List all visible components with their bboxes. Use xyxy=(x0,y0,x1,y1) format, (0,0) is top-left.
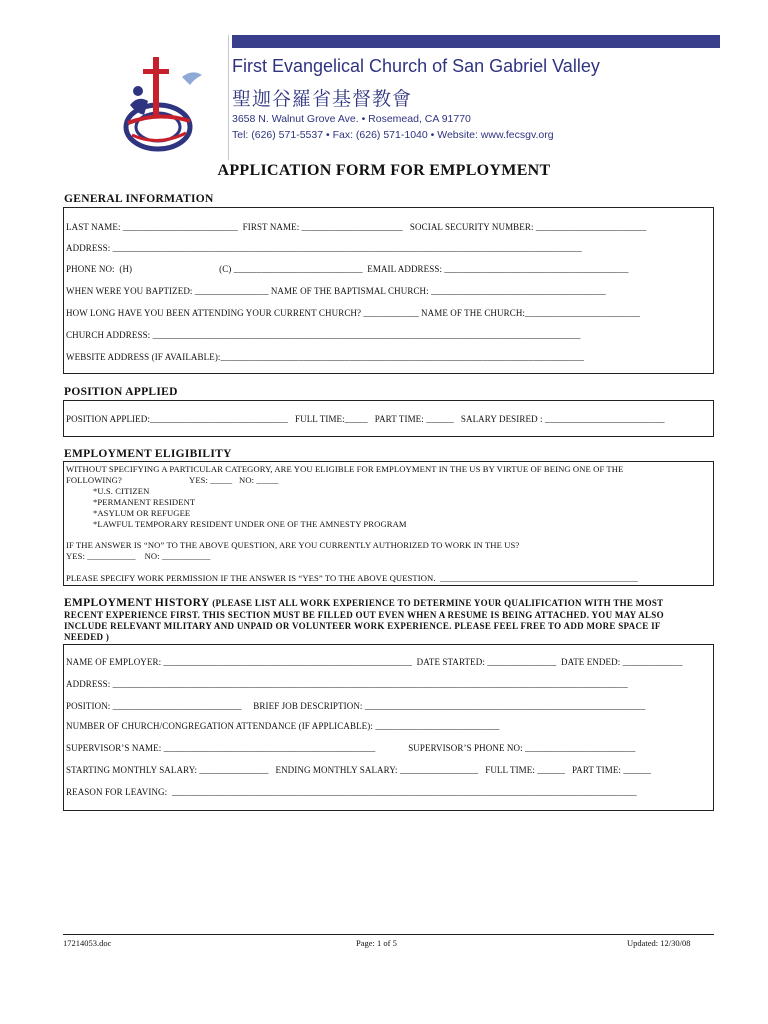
organization-chinese-name: 聖迦谷羅省基督教會 xyxy=(232,89,413,110)
current-church-fields[interactable]: HOW LONG HAVE YOU BEEN ATTENDING YOUR CURRENT CHURCH? ____________ NAME OF THE CHURCH:_________________________ xyxy=(66,308,641,318)
phone-email-fields[interactable]: PHONE NO: (H) (C) ____________________________ EMAIL ADDRESS: ________________________________________ xyxy=(66,264,629,274)
footer-updated-date: Updated: 12/30/08 xyxy=(627,938,691,948)
employment-history-heading-row xyxy=(64,597,664,609)
organization-contact: Tel: (626) 571-5537 • Fax: (626) 571-1040 • Website: www.fecsgv.org xyxy=(232,129,554,141)
organization-name: First Evangelical Church of San Gabriel Valley xyxy=(232,56,600,76)
position-applied-heading: POSITION APPLIED xyxy=(64,386,178,398)
option-permanent-resident: *PERMANENT RESIDENT xyxy=(66,497,196,507)
website-address-field[interactable]: WEBSITE ADDRESS (IF AVAILABLE):_______________________________________________________________________________ xyxy=(66,352,584,362)
header-divider xyxy=(228,35,229,160)
footer-page-number: Page: 1 of 5 xyxy=(356,938,397,948)
work-permission-field[interactable]: PLEASE SPECIFY WORK PERMISSION IF THE ANSWER IS “YES” TO THE ABOVE QUESTION. _____________________________________________ xyxy=(66,573,638,583)
baptism-fields[interactable]: WHEN WERE YOU BAPTIZED: ________________ NAME OF THE BAPTISMAL CHURCH: ______________________________________ xyxy=(66,286,606,296)
address-field[interactable]: ADDRESS: ______________________________________________________________________________________________________ xyxy=(66,243,582,253)
employment-history-note-2: RECENT EXPERIENCE FIRST. THIS SECTION MUST BE FILLED OUT EVEN WHEN A RESUME IS BEING ATTACHED. YOU MAY ALSO xyxy=(64,610,664,620)
authorization-yes-no[interactable]: YES: ___________ NO: ___________ xyxy=(66,551,211,561)
employer-address-field[interactable]: ADDRESS: ________________________________________________________________________________________________________________ xyxy=(66,679,628,689)
employment-eligibility-heading: EMPLOYMENT ELIGIBILITY xyxy=(64,448,232,460)
employment-history-section xyxy=(63,644,714,811)
footer-file-name: 17214053.doc xyxy=(63,938,112,948)
general-information-heading: GENERAL INFORMATION xyxy=(64,193,214,205)
organization-address: 3658 N. Walnut Grove Ave. • Rosemead, CA 91770 xyxy=(232,113,471,125)
position-applied-fields[interactable]: POSITION APPLIED:______________________________ FULL TIME:_____ PART TIME: ______ SALARY DESIRED : __________________________ xyxy=(66,414,665,424)
option-us-citizen: *U.S. CITIZEN xyxy=(66,486,150,496)
supervisor-fields[interactable]: SUPERVISOR’S NAME: ______________________________________________ SUPERVISOR’S PHONE NO: ________________________ xyxy=(66,743,636,753)
salary-fields[interactable]: STARTING MONTHLY SALARY: _______________ ENDING MONTHLY SALARY: _________________ FULL TIME: ______ PART TIME: ______ xyxy=(66,765,651,775)
name-ssn-fields[interactable]: LAST NAME: _________________________ FIRST NAME: ______________________ SOCIAL SECURITY NUMBER: ________________________ xyxy=(66,222,647,232)
employment-eligibility-section xyxy=(63,461,714,586)
eligibility-yes-no[interactable]: FOLLOWING? YES: _____ NO: _____ xyxy=(66,475,279,485)
form-title: APPLICATION FORM FOR EMPLOYMENT xyxy=(217,162,551,179)
option-asylum-refugee: *ASYLUM OR REFUGEE xyxy=(66,508,191,518)
employment-history-note-3: INCLUDE RELEVANT MILITARY AND UNPAID OR VOLUNTEER WORK EXPERIENCE. PLEASE FEEL FREE TO ADD MORE SPACE IF xyxy=(64,621,661,631)
reason-for-leaving-field[interactable]: REASON FOR LEAVING: _____________________________________________________________________________________________________ xyxy=(66,787,637,797)
footer-rule xyxy=(63,934,714,935)
position-description-fields[interactable]: POSITION: ____________________________ BRIEF JOB DESCRIPTION: _____________________________________________________________ xyxy=(66,701,646,711)
employer-dates-fields[interactable]: NAME OF EMPLOYER: ______________________________________________________ DATE STARTED: _______________ DATE ENDED: _____________ xyxy=(66,657,683,667)
header-color-bar xyxy=(232,35,720,48)
employment-history-note-1: (PLEASE LIST ALL WORK EXPERIENCE TO DETERMINE YOUR QUALIFICATION WITH THE MOST xyxy=(212,598,664,608)
congregation-attendance-field[interactable]: NUMBER OF CHURCH/CONGREGATION ATTENDANCE (IF APPLICABLE): ___________________________ xyxy=(66,721,500,731)
employment-history-heading: EMPLOYMENT HISTORY xyxy=(64,597,210,609)
general-information-section xyxy=(63,207,714,374)
authorization-question: IF THE ANSWER IS “NO” TO THE ABOVE QUESTION, ARE YOU CURRENTLY AUTHORIZED TO WORK IN THE US? xyxy=(66,540,520,550)
eligibility-question: WITHOUT SPECIFYING A PARTICULAR CATEGORY, ARE YOU ELIGIBLE FOR EMPLOYMENT IN THE US BY VIRTUE OF BEING ONE OF THE xyxy=(66,464,624,474)
church-address-field[interactable]: CHURCH ADDRESS: _____________________________________________________________________________________________ xyxy=(66,330,581,340)
option-lawful-temporary-resident: *LAWFUL TEMPORARY RESIDENT UNDER ONE OF THE AMNESTY PROGRAM xyxy=(66,519,407,529)
employment-history-note-4: NEEDED ) xyxy=(64,632,110,642)
position-applied-section xyxy=(63,400,714,437)
church-cross-globe-logo xyxy=(110,55,220,155)
